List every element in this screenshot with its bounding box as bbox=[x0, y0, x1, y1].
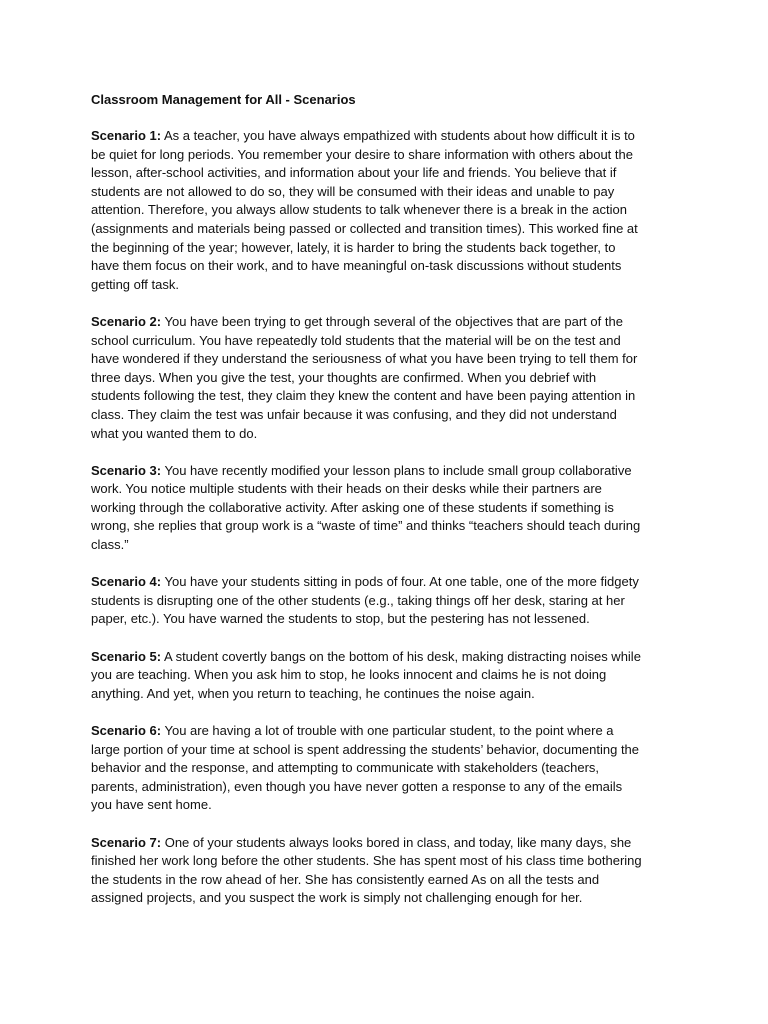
scenario-3-label: Scenario 3: bbox=[91, 462, 162, 478]
scenario-6 bbox=[91, 722, 681, 815]
scenario-5-text: A student covertly bangs on the bottom of his desk, making distracting noises while you are teaching. When you ask him to stop, he looks innocent and claims he is not doing anything. And yet, when you return to teaching, he continues the noise again. bbox=[91, 648, 641, 701]
scenario-3 bbox=[91, 462, 681, 555]
scenario-2 bbox=[91, 313, 681, 443]
scenario-3-text: You have recently modified your lesson plans to include small group collaborative work. You notice multiple students with their heads on their desks while their partners are working through the collaborative activity. After asking one of these students if something is wrong, she replies that group work is a “waste of time” and thinks “teachers should teach during class.” bbox=[91, 462, 641, 553]
scenario-5-label: Scenario 5: bbox=[91, 648, 162, 664]
scenario-4-label: Scenario 4: bbox=[91, 574, 162, 590]
scenario-2-label: Scenario 2: bbox=[91, 313, 162, 329]
scenario-1-label: Scenario 1: bbox=[91, 128, 162, 143]
scenario-6-label: Scenario 6: bbox=[91, 723, 162, 738]
scenario-1-text: As a teacher, you have always empathized with students about how difficult it is to be quiet for long periods. You remember your desire to share information with others about the lesson, after-school activities, and information about your life and friends. You believe that if students are not allowed to do so, they will be consumed with their ideas and unable to pay attention. Therefore, you always allow students to talk whenever there is a break in the action (assignments and materials being passed or collected and transition times). This worked fine at the beginning of the year; however, lately, it is harder to bring the students back together, to have them focus on their work, and to have meaningful on-task discussions without students getting off task. bbox=[91, 128, 638, 292]
scenario-5 bbox=[91, 648, 681, 704]
scenario-7-text: One of your students always looks bored in class, and today, like many days, she finished her work long before the other students. She has spent most of his class time bothering the students in the row ahead of her. She has consistently earned As on all the tests and assigned projects, and you suspect the work is simply not challenging enough for her. bbox=[91, 834, 642, 906]
scenario-4 bbox=[91, 573, 681, 629]
scenario-7 bbox=[91, 834, 681, 908]
scenario-2-text: You have been trying to get through several of the objectives that are part of the school curriculum. You have repeatedly told students that the material will be on the test and have wondered if they understand the seriousness of what you have been trying to tell them for three days. When you give the test, your thoughts are confirmed. When you debrief with students following the test, they claim they knew the content and have been paying attention in class. They claim the test was unfair because it was confusing, and they did not understand what you wanted them to do. bbox=[91, 313, 638, 441]
scenario-6-text: You are having a lot of trouble with one particular student, to the point where a large portion of your time at school is spent addressing the students’ behavior, documenting the behavior and the response, and attempting to communicate with stakeholders (teachers, parents, administration), even though you have never gotten a response to any of the emails you have sent home. bbox=[91, 723, 640, 813]
scenario-7-label: Scenario 7: bbox=[91, 834, 162, 850]
scenario-4-text: You have your students sitting in pods of four. At one table, one of the more fidgety students is disrupting one of the other students (e.g., taking things off her desk, staring at her paper, etc.). You have warned the students to stop, but the pestering has not lessened. bbox=[91, 574, 639, 627]
document-title: Classroom Management for All - Scenarios bbox=[91, 92, 356, 107]
scenario-1 bbox=[91, 127, 681, 294]
